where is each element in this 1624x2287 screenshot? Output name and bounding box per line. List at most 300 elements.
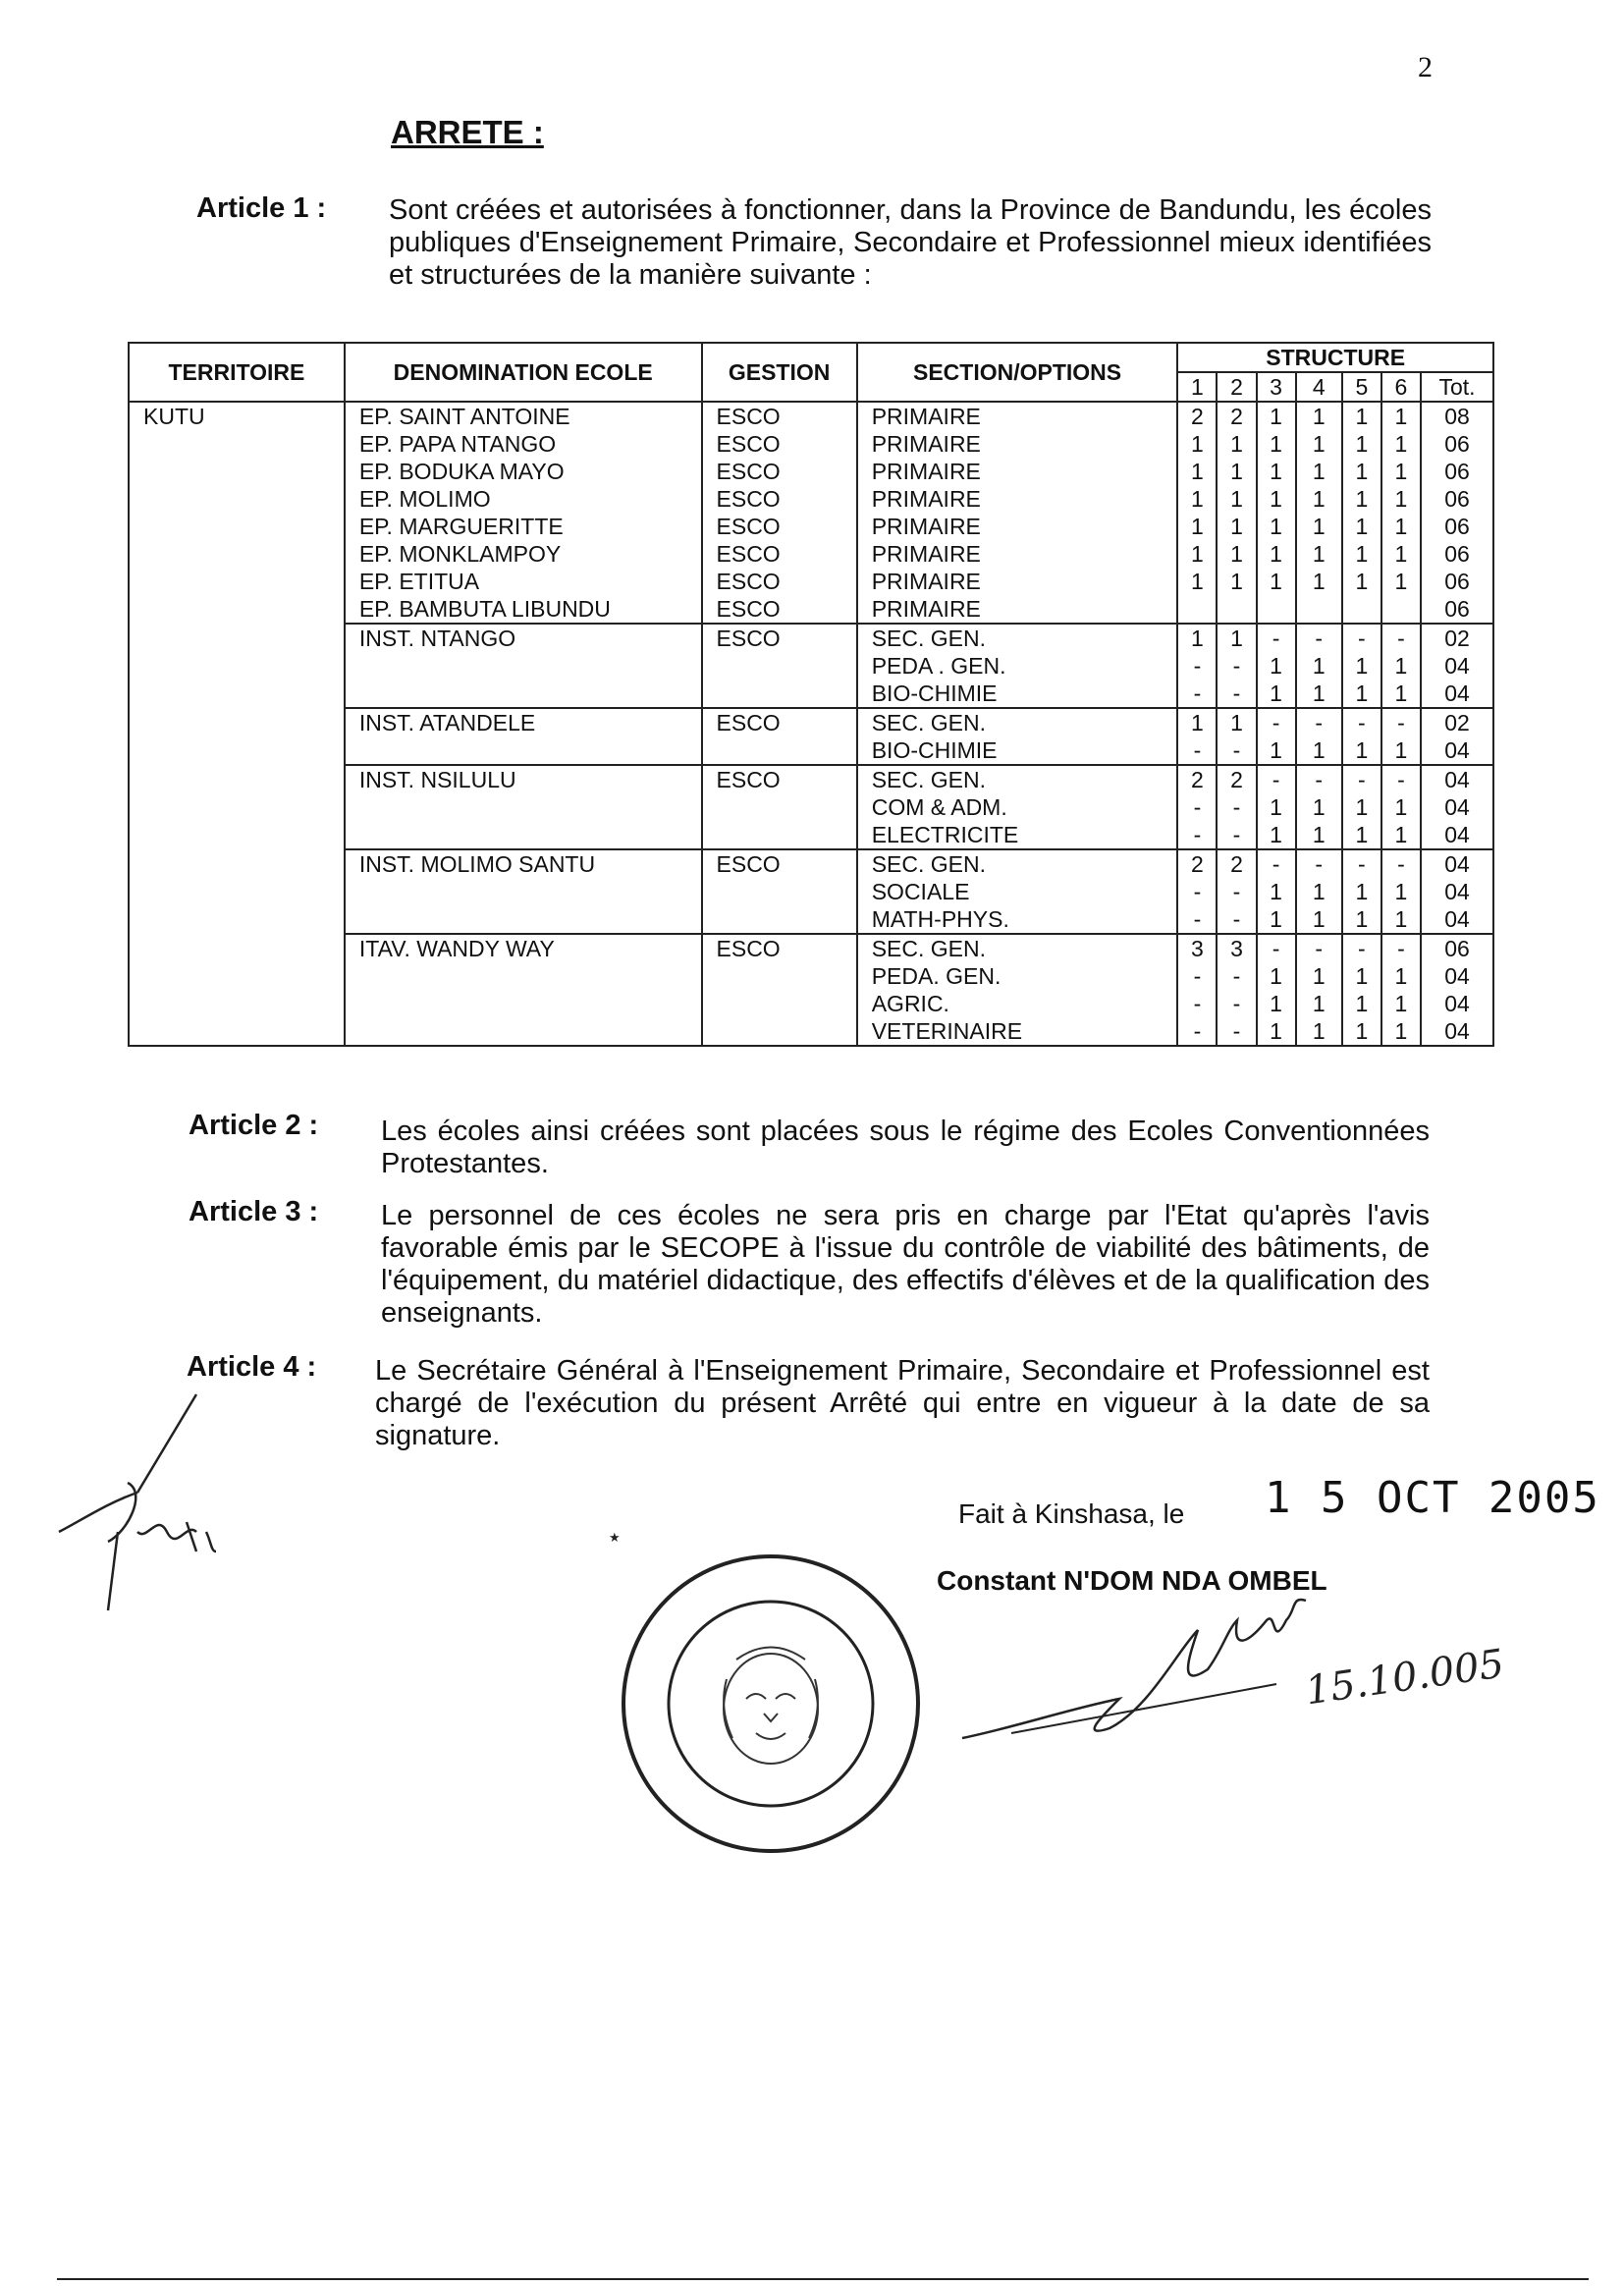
structure-value: 1 xyxy=(1394,794,1408,820)
section-option: SEC. GEN. xyxy=(871,851,987,877)
school-name: ITAV. WANDY WAY xyxy=(358,936,555,961)
section-option: PRIMAIRE xyxy=(871,431,981,457)
structure-value: 1 xyxy=(1270,541,1282,567)
school-names-cell xyxy=(345,934,702,1046)
structure-value: 1 xyxy=(1270,653,1282,679)
school-name: EP. MARGUERITTE xyxy=(358,514,564,539)
structure-value: - xyxy=(1232,794,1241,820)
article-1-label: Article 1 : xyxy=(196,192,327,224)
table-row xyxy=(129,402,1493,624)
structure-value: 1 xyxy=(1355,822,1369,847)
total-value: 02 xyxy=(1444,626,1470,651)
gestion-value: ESCO xyxy=(716,710,781,735)
gestion-cell xyxy=(702,624,857,708)
gestion-value: ESCO xyxy=(716,431,781,457)
school-name: INST. ATANDELE xyxy=(358,710,536,735)
school-names-cell xyxy=(345,849,702,934)
page-number: 2 xyxy=(1418,51,1433,83)
grade-2-cell xyxy=(1217,624,1256,708)
structure-value: - xyxy=(1358,767,1366,792)
structure-value: 1 xyxy=(1270,431,1282,457)
total-value: 04 xyxy=(1444,991,1470,1016)
school-name: EP. MONKLAMPOY xyxy=(358,541,562,567)
grade-3-cell xyxy=(1257,708,1296,765)
article-2-text: Les écoles ainsi créées sont placées sous le régime des Ecoles Conventionnées Protestantes. xyxy=(381,1116,1430,1179)
structure-value: 1 xyxy=(1394,1018,1408,1044)
article-3-text: Le personnel de ces écoles ne sera pris en charge par l'Etat qu'après l'avis favorable émis par le SECOPE à l'issue du contrôle de viabilité des bâtiments, de l'équipement, du matériel didactique, des effectifs d'élèves et de la qualification des enseignants. xyxy=(381,1200,1430,1329)
structure-value: 1 xyxy=(1355,1018,1369,1044)
structure-value: - xyxy=(1193,906,1202,932)
structure-value: - xyxy=(1232,906,1241,932)
grade-4-cell xyxy=(1296,765,1342,849)
structure-value: - xyxy=(1193,794,1202,820)
structure-value: - xyxy=(1193,1018,1202,1044)
schools-table xyxy=(128,342,1494,1047)
header-grade: 5 xyxy=(1342,372,1381,402)
grade-5-cell xyxy=(1342,849,1381,934)
structure-value: 1 xyxy=(1230,626,1243,651)
structure-value: 1 xyxy=(1355,514,1369,539)
structure-value: - xyxy=(1193,737,1202,763)
structure-value: - xyxy=(1232,653,1241,679)
school-name: EP. BODUKA MAYO xyxy=(358,459,565,484)
structure-value: - xyxy=(1397,767,1405,792)
structure-value: 1 xyxy=(1355,486,1369,512)
total-cell xyxy=(1421,765,1493,849)
grade-3-cell xyxy=(1257,765,1296,849)
section-option: PRIMAIRE xyxy=(871,514,981,539)
grade-3-cell xyxy=(1257,849,1296,934)
total-value: 02 xyxy=(1444,710,1470,735)
section-option: PRIMAIRE xyxy=(871,596,981,622)
structure-value: 1 xyxy=(1312,822,1326,847)
structure-value: - xyxy=(1232,681,1241,706)
structure-value: - xyxy=(1232,822,1241,847)
structure-value: 1 xyxy=(1191,710,1204,735)
structure-value: 1 xyxy=(1230,569,1243,594)
section-option: VETERINAIRE xyxy=(871,1018,1023,1044)
school-names-cell xyxy=(345,402,702,624)
structure-value: 1 xyxy=(1312,459,1326,484)
total-value: 04 xyxy=(1444,737,1470,763)
school-name: EP. PAPA NTANGO xyxy=(358,431,557,457)
structure-value: 1 xyxy=(1312,1018,1326,1044)
structure-value: 1 xyxy=(1394,541,1408,567)
total-value: 04 xyxy=(1444,653,1470,679)
structure-value: 1 xyxy=(1312,963,1326,989)
grade-2-cell xyxy=(1217,849,1256,934)
structure-value: 1 xyxy=(1394,653,1408,679)
gestion-value: ESCO xyxy=(716,459,781,484)
structure-value: - xyxy=(1232,991,1241,1016)
structure-value: - xyxy=(1193,653,1202,679)
section-option: AGRIC. xyxy=(871,991,949,1016)
structure-value: 3 xyxy=(1191,936,1204,961)
grade-5-cell xyxy=(1342,765,1381,849)
gestion-cell xyxy=(702,402,857,624)
grade-4-cell xyxy=(1296,849,1342,934)
structure-value: - xyxy=(1193,963,1202,989)
school-name: EP. ETITUA xyxy=(358,569,480,594)
grade-6-cell xyxy=(1381,624,1421,708)
header-grade: 4 xyxy=(1296,372,1342,402)
structure-value xyxy=(1382,595,1420,623)
structure-value: 1 xyxy=(1355,963,1369,989)
section-option: BIO-CHIMIE xyxy=(871,681,998,706)
total-value: 06 xyxy=(1444,459,1470,484)
grade-4-cell xyxy=(1296,708,1342,765)
structure-value: 1 xyxy=(1312,514,1326,539)
section-option: SOCIALE xyxy=(871,879,970,904)
grade-1-cell xyxy=(1177,708,1217,765)
total-value: 04 xyxy=(1444,851,1470,877)
structure-value: - xyxy=(1232,737,1241,763)
structure-value: - xyxy=(1193,681,1202,706)
structure-value: - xyxy=(1232,963,1241,989)
structure-value: 2 xyxy=(1230,851,1243,877)
margin-initials-icon xyxy=(39,1385,236,1610)
grade-2-cell xyxy=(1217,708,1256,765)
grade-1-cell xyxy=(1177,624,1217,708)
grade-6-cell xyxy=(1381,934,1421,1046)
school-name: EP. SAINT ANTOINE xyxy=(358,404,570,429)
grade-1-cell xyxy=(1177,765,1217,849)
structure-value: 1 xyxy=(1312,486,1326,512)
territoire-cell xyxy=(129,402,345,1046)
article-4-label: Article 4 : xyxy=(187,1351,317,1383)
grade-5-cell xyxy=(1342,934,1381,1046)
total-value: 06 xyxy=(1444,486,1470,512)
date-stamp: 1 5 OCT 2005 xyxy=(1265,1473,1600,1523)
handwritten-date: 15.10.005 xyxy=(1302,1641,1507,1715)
structure-value: 1 xyxy=(1191,514,1204,539)
structure-value: 1 xyxy=(1312,569,1326,594)
structure-value: 1 xyxy=(1355,459,1369,484)
gestion-value: ESCO xyxy=(716,626,781,651)
structure-value: 1 xyxy=(1270,963,1282,989)
header-structure: STRUCTURE xyxy=(1177,343,1493,372)
total-cell xyxy=(1421,708,1493,765)
signatory-name: Constant N'DOM NDA OMBEL xyxy=(937,1565,1327,1596)
structure-value: 1 xyxy=(1355,681,1369,706)
header-grade: 2 xyxy=(1217,372,1256,402)
total-value: 04 xyxy=(1444,906,1470,932)
structure-value: 1 xyxy=(1191,626,1204,651)
gestion-value: ESCO xyxy=(716,936,781,961)
structure-value: 2 xyxy=(1191,404,1204,429)
structure-value: 1 xyxy=(1312,991,1326,1016)
structure-value: 3 xyxy=(1230,936,1243,961)
structure-value: 1 xyxy=(1312,681,1326,706)
structure-value: 1 xyxy=(1230,459,1243,484)
gestion-cell xyxy=(702,765,857,849)
structure-value: 1 xyxy=(1355,794,1369,820)
structure-value: - xyxy=(1315,710,1324,735)
structure-value: 1 xyxy=(1270,822,1282,847)
structure-value: - xyxy=(1193,991,1202,1016)
article-1-text: Sont créées et autorisées à fonctionner, dans la Province de Bandundu, les écoles publiques d'Enseignement Primaire, Secondaire et Professionnel mieux identifiées et structurées de la manière suivante : xyxy=(389,194,1432,291)
structure-value xyxy=(1218,595,1255,623)
section-option: PEDA. GEN. xyxy=(871,963,1001,989)
structure-value: - xyxy=(1397,851,1405,877)
section-option: SEC. GEN. xyxy=(871,767,987,792)
structure-value: 1 xyxy=(1270,569,1282,594)
grade-5-cell xyxy=(1342,708,1381,765)
grade-3-cell xyxy=(1257,402,1296,624)
school-name: INST. NSILULU xyxy=(358,767,516,792)
total-value: 04 xyxy=(1444,879,1470,904)
gestion-value: ESCO xyxy=(716,569,781,594)
structure-value: 2 xyxy=(1191,767,1204,792)
school-names-cell xyxy=(345,624,702,708)
grade-4-cell xyxy=(1296,934,1342,1046)
structure-value: 2 xyxy=(1191,851,1204,877)
structure-value: - xyxy=(1272,851,1280,877)
total-value: 06 xyxy=(1444,514,1470,539)
structure-value: - xyxy=(1358,710,1366,735)
structure-value: 1 xyxy=(1312,431,1326,457)
gestion-cell xyxy=(702,934,857,1046)
structure-value: - xyxy=(1232,879,1241,904)
structure-value: 1 xyxy=(1355,569,1369,594)
structure-value xyxy=(1258,595,1295,623)
total-value: 04 xyxy=(1444,1018,1470,1044)
official-seal-icon xyxy=(609,1531,933,1866)
structure-value: - xyxy=(1397,936,1405,961)
structure-value: 2 xyxy=(1230,767,1243,792)
gestion-cell xyxy=(702,708,857,765)
section-cell xyxy=(857,765,1178,849)
structure-value: - xyxy=(1315,851,1324,877)
grade-4-cell xyxy=(1296,624,1342,708)
grade-3-cell xyxy=(1257,934,1296,1046)
structure-value: 1 xyxy=(1270,794,1282,820)
structure-value: - xyxy=(1358,936,1366,961)
header-denomination: DENOMINATION ECOLE xyxy=(345,343,702,402)
total-value: 08 xyxy=(1444,404,1470,429)
grade-6-cell xyxy=(1381,708,1421,765)
school-names-cell xyxy=(345,708,702,765)
header-grade: 3 xyxy=(1257,372,1296,402)
section-option: PEDA . GEN. xyxy=(871,653,1006,679)
structure-value: - xyxy=(1193,822,1202,847)
structure-value: 1 xyxy=(1394,404,1408,429)
structure-value: 1 xyxy=(1270,737,1282,763)
grade-2-cell xyxy=(1217,934,1256,1046)
total-value: 04 xyxy=(1444,822,1470,847)
structure-value: - xyxy=(1315,936,1324,961)
structure-value: 1 xyxy=(1230,710,1243,735)
header-grade: Tot. xyxy=(1421,372,1493,402)
structure-value: 1 xyxy=(1270,459,1282,484)
section-option: SEC. GEN. xyxy=(871,710,987,735)
structure-value: 1 xyxy=(1270,1018,1282,1044)
structure-value: - xyxy=(1397,626,1405,651)
structure-value: 1 xyxy=(1355,404,1369,429)
header-grade: 1 xyxy=(1177,372,1217,402)
structure-value: 1 xyxy=(1270,906,1282,932)
structure-value xyxy=(1343,595,1380,623)
structure-value: 1 xyxy=(1394,879,1408,904)
total-value: 04 xyxy=(1444,767,1470,792)
grade-1-cell xyxy=(1177,849,1217,934)
structure-value: - xyxy=(1315,767,1324,792)
structure-value: 1 xyxy=(1312,737,1326,763)
territoire-name: KUTU xyxy=(143,404,205,429)
structure-value: - xyxy=(1358,851,1366,877)
header-grade: 6 xyxy=(1381,372,1421,402)
structure-value: - xyxy=(1272,767,1280,792)
structure-value: 1 xyxy=(1394,822,1408,847)
grade-1-cell xyxy=(1177,402,1217,624)
structure-value: 1 xyxy=(1230,431,1243,457)
header-section: SECTION/OPTIONS xyxy=(857,343,1178,402)
structure-value: - xyxy=(1193,879,1202,904)
grade-1-cell xyxy=(1177,934,1217,1046)
section-cell xyxy=(857,708,1178,765)
section-cell xyxy=(857,849,1178,934)
place-and-date-label: Fait à Kinshasa, le xyxy=(958,1498,1185,1529)
article-3-label: Article 3 : xyxy=(189,1196,319,1227)
total-value: 06 xyxy=(1444,431,1470,457)
structure-value: - xyxy=(1272,710,1280,735)
svg-text:★: ★ xyxy=(609,1531,621,1546)
section-cell xyxy=(857,934,1178,1046)
school-names-cell xyxy=(345,765,702,849)
structure-value: 1 xyxy=(1270,681,1282,706)
grade-3-cell xyxy=(1257,624,1296,708)
total-value: 06 xyxy=(1444,541,1470,567)
structure-value: 1 xyxy=(1394,486,1408,512)
structure-value: - xyxy=(1315,626,1324,651)
section-option: COM & ADM. xyxy=(871,794,1007,820)
structure-value: 1 xyxy=(1230,486,1243,512)
school-name: INST. NTANGO xyxy=(358,626,516,651)
section-option: PRIMAIRE xyxy=(871,459,981,484)
total-value: 04 xyxy=(1444,794,1470,820)
structure-value: 1 xyxy=(1270,404,1282,429)
section-option: SEC. GEN. xyxy=(871,936,987,961)
structure-value: 1 xyxy=(1394,681,1408,706)
header-territoire: TERRITOIRE xyxy=(129,343,345,402)
total-cell xyxy=(1421,624,1493,708)
structure-value: 1 xyxy=(1230,514,1243,539)
gestion-value: ESCO xyxy=(716,767,781,792)
structure-value: 1 xyxy=(1394,514,1408,539)
gestion-value: ESCO xyxy=(716,404,781,429)
structure-value: 1 xyxy=(1394,569,1408,594)
grade-6-cell xyxy=(1381,402,1421,624)
structure-value: 1 xyxy=(1312,906,1326,932)
structure-value: 1 xyxy=(1191,431,1204,457)
structure-value: - xyxy=(1232,1018,1241,1044)
structure-value: 1 xyxy=(1312,653,1326,679)
section-option: PRIMAIRE xyxy=(871,486,981,512)
total-cell xyxy=(1421,849,1493,934)
gestion-value: ESCO xyxy=(716,596,781,622)
structure-value: 1 xyxy=(1270,991,1282,1016)
structure-value xyxy=(1297,595,1341,623)
structure-value: 1 xyxy=(1312,879,1326,904)
structure-value: 1 xyxy=(1312,404,1326,429)
signature-icon xyxy=(952,1591,1507,1748)
structure-value: 1 xyxy=(1191,541,1204,567)
grade-6-cell xyxy=(1381,849,1421,934)
section-option: BIO-CHIMIE xyxy=(871,737,998,763)
article-4-text: Le Secrétaire Général à l'Enseignement Primaire, Secondaire et Professionnel est chargé de l'exécution du présent Arrêté qui entre en vigueur à la date de sa signature. xyxy=(375,1355,1430,1451)
structure-value: 1 xyxy=(1270,879,1282,904)
structure-value: 1 xyxy=(1191,569,1204,594)
structure-value: 1 xyxy=(1394,459,1408,484)
grade-2-cell xyxy=(1217,765,1256,849)
gestion-value: ESCO xyxy=(716,514,781,539)
structure-value: 1 xyxy=(1270,486,1282,512)
structure-value: 1 xyxy=(1355,431,1369,457)
structure-value: 1 xyxy=(1270,514,1282,539)
total-cell xyxy=(1421,934,1493,1046)
total-value: 06 xyxy=(1444,569,1470,594)
grade-6-cell xyxy=(1381,765,1421,849)
section-option: ELECTRICITE xyxy=(871,822,1019,847)
total-value: 04 xyxy=(1444,963,1470,989)
gestion-value: ESCO xyxy=(716,541,781,567)
structure-value xyxy=(1178,595,1216,623)
school-name: EP. MOLIMO xyxy=(358,486,491,512)
gestion-value: ESCO xyxy=(716,486,781,512)
structure-value: - xyxy=(1358,626,1366,651)
structure-value: 1 xyxy=(1312,794,1326,820)
total-cell xyxy=(1421,402,1493,624)
header-gestion: GESTION xyxy=(702,343,857,402)
structure-value: 1 xyxy=(1394,431,1408,457)
structure-value: 1 xyxy=(1355,879,1369,904)
grade-2-cell xyxy=(1217,402,1256,624)
structure-value: 1 xyxy=(1394,906,1408,932)
structure-value: 1 xyxy=(1394,737,1408,763)
school-name: EP. BAMBUTA LIBUNDU xyxy=(358,596,611,622)
structure-value: 1 xyxy=(1230,541,1243,567)
structure-value: - xyxy=(1397,710,1405,735)
structure-value: 1 xyxy=(1191,486,1204,512)
total-value: 06 xyxy=(1444,936,1470,961)
structure-value: 1 xyxy=(1312,541,1326,567)
structure-value: - xyxy=(1272,936,1280,961)
gestion-cell xyxy=(702,849,857,934)
total-value: 04 xyxy=(1444,681,1470,706)
structure-value: 1 xyxy=(1355,906,1369,932)
page-title: ARRETE : xyxy=(391,114,544,150)
section-option: PRIMAIRE xyxy=(871,541,981,567)
structure-value: - xyxy=(1272,626,1280,651)
section-option: MATH-PHYS. xyxy=(871,906,1009,932)
section-option: PRIMAIRE xyxy=(871,404,981,429)
grade-5-cell xyxy=(1342,402,1381,624)
school-name: INST. MOLIMO SANTU xyxy=(358,851,596,877)
section-cell xyxy=(857,402,1178,624)
structure-value: 2 xyxy=(1230,404,1243,429)
grade-4-cell xyxy=(1296,402,1342,624)
structure-value: 1 xyxy=(1355,737,1369,763)
structure-value: 1 xyxy=(1394,963,1408,989)
structure-value: 1 xyxy=(1191,459,1204,484)
section-cell xyxy=(857,624,1178,708)
section-option: PRIMAIRE xyxy=(871,569,981,594)
grade-5-cell xyxy=(1342,624,1381,708)
section-option: SEC. GEN. xyxy=(871,626,987,651)
structure-value: 1 xyxy=(1355,653,1369,679)
total-value: 06 xyxy=(1444,596,1470,622)
article-2-label: Article 2 : xyxy=(189,1110,319,1141)
